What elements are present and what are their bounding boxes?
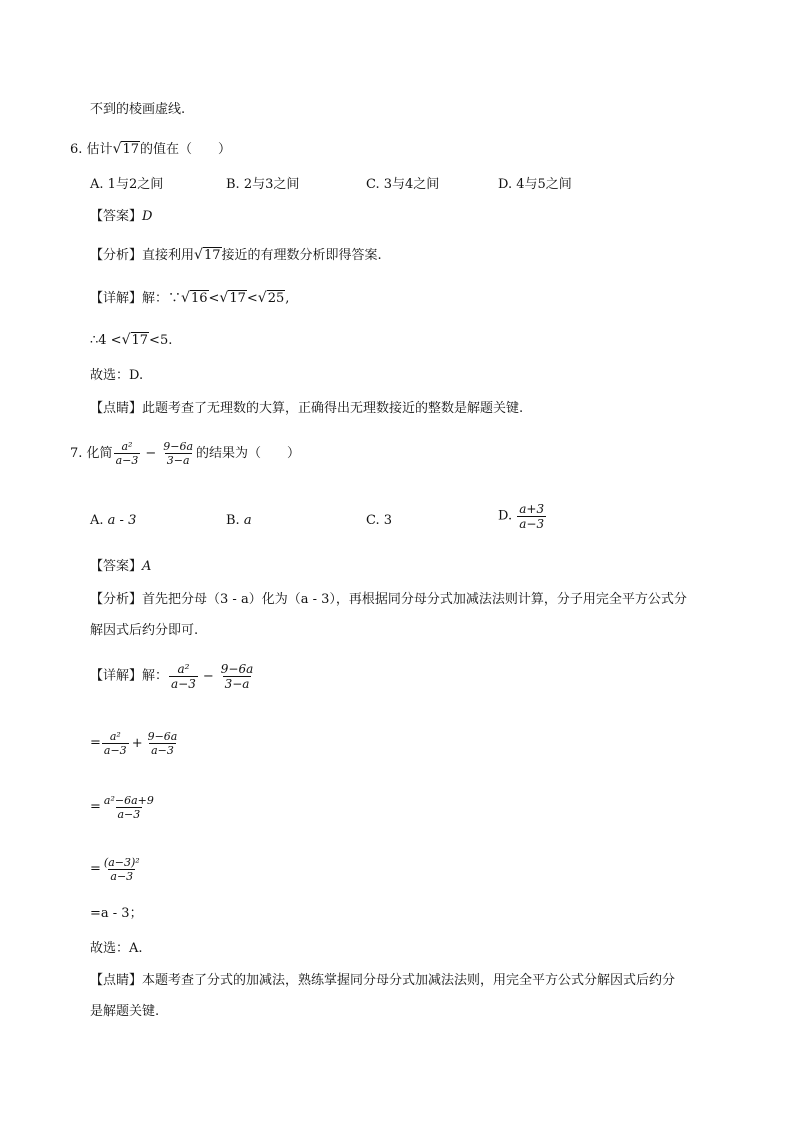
fraction: $\frac{9-6a}{a-3}$ — [147, 730, 178, 757]
q6-number: 6. — [70, 142, 83, 157]
q7-analysis-line1: 【分析】首先把分母（3 - a）化为（a - 3），再根据同分母分式加减法法则计算，分子用完全平方公式分 — [90, 592, 687, 607]
fraction: $\frac{\text{a²−6a+9}}{a-3}$ — [103, 794, 154, 821]
q7-step4: =a - 3； — [90, 906, 143, 921]
q6-comment: 【点睛】此题考查了无理数的大算，正确得出无理数接近的整数是解题关键. — [90, 401, 524, 416]
q7-option-c: C. 3 — [366, 513, 393, 528]
q6-stem — [70, 140, 231, 159]
q6-option-b: B. 2与3之间 — [226, 177, 300, 192]
q7-option-a: A. a - 3 — [90, 513, 137, 528]
fraction: $\frac{\text{(a−3)²}}{a-3}$ — [103, 856, 140, 883]
q7-stem: 7. 化简 $\frac{\text{a²}}{a-3}$ − $\frac{9-6a}{3-a}$ 的结果为（ ） — [70, 440, 301, 467]
q7-step3: = $\frac{\text{(a−3)²}}{a-3}$ — [90, 856, 140, 883]
sqrt-17: √17 — [112, 141, 140, 157]
q7-option-b: B. a — [226, 513, 252, 528]
q7-comment-line1: 【点睛】本题考查了分式的加减法，熟练掌握同分母分式加减法法则，用完全平方公式分解因式后约分 — [90, 973, 676, 988]
q7-choice: 故选：A. — [90, 941, 143, 956]
fraction: $\frac{\text{a²}}{a-3}$ — [171, 662, 196, 691]
intro-tail-text: 不到的棱画虚线. — [90, 102, 186, 117]
q6-stem-pre: 估计 — [86, 142, 113, 157]
q6-choice: 故选：D. — [90, 368, 144, 383]
fraction: $\frac{9-6a}{3-a}$ — [163, 440, 194, 467]
q6-therefore: ∴4 <√17<5. — [90, 332, 173, 348]
q7-option-d: D. $\frac{a+3}{a-3}$ — [498, 502, 545, 531]
q6-option-c: C. 3与4之间 — [366, 177, 440, 192]
q7-comment-line2: 是解题关键. — [90, 1004, 160, 1019]
sqrt-17: √17 — [121, 332, 149, 348]
q7-answer: 【答案】A — [90, 559, 152, 574]
q6-option-a: A. 1与2之间 — [90, 177, 164, 192]
q6-answer: 【答案】D — [90, 209, 153, 224]
sqrt-25: √25 — [257, 290, 285, 306]
q6-analysis: 【分析】直接利用√17接近的有理数分析即得答案. — [90, 247, 382, 263]
q7-detail: 【详解】解： $\frac{\text{a²}}{a-3}$ − $\frac{9-6a}{3-a}$ — [90, 662, 254, 691]
fraction: $\frac{\text{a²}}{a-3}$ — [103, 730, 127, 757]
sqrt-17: √17 — [219, 290, 246, 306]
q6-stem-post: 的值在（ ） — [140, 142, 232, 157]
sqrt-16: √16 — [181, 290, 208, 306]
q6-option-d: D. 4与5之间 — [498, 177, 572, 192]
fraction: $\frac{a+3}{a-3}$ — [519, 502, 545, 531]
q7-step1: = $\frac{\text{a²}}{a-3}$ + $\frac{9-6a}{a-3}$ — [90, 730, 178, 757]
q7-step2: = $\frac{\text{a²−6a+9}}{a-3}$ — [90, 794, 154, 821]
q7-analysis-line2: 解因式后约分即可. — [90, 623, 199, 638]
sqrt-17: √17 — [194, 247, 221, 263]
fraction: $\frac{9-6a}{3-a}$ — [220, 662, 254, 691]
fraction: $\frac{\text{a²}}{a-3}$ — [115, 440, 139, 467]
q6-detail: 【详解】解：∵√16<√17<√25, — [90, 290, 290, 306]
